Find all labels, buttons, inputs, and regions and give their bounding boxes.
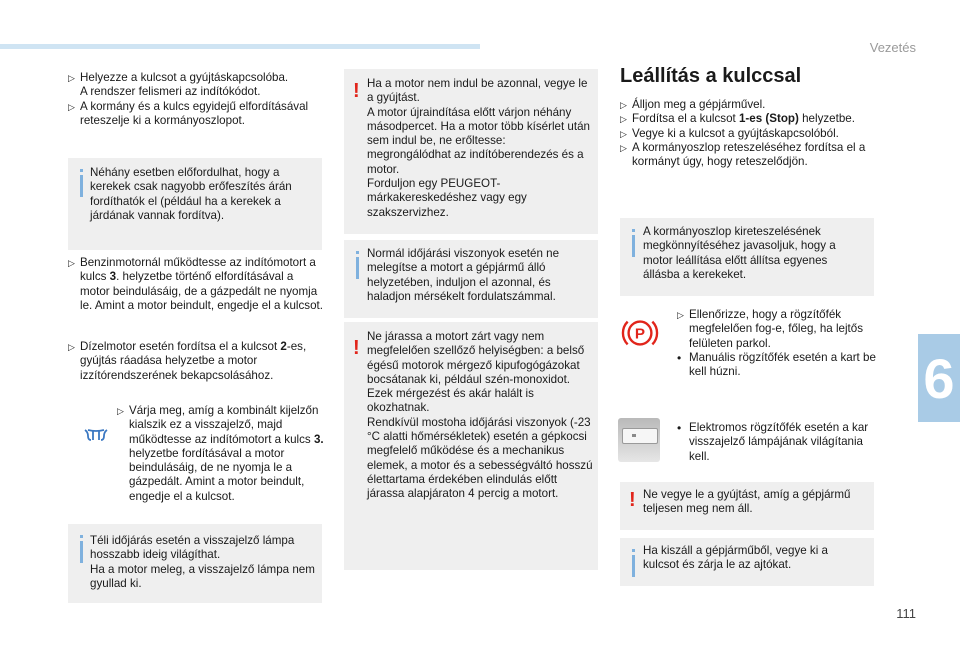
arrow-bullet-icon: ▷ bbox=[620, 114, 627, 125]
info-box bbox=[620, 538, 874, 586]
step-text: A kormány és a kulcs egyidejű elfordításával reteszelje ki a kormányoszlopot. bbox=[80, 99, 309, 127]
arrow-bullet-icon: ▷ bbox=[68, 258, 75, 268]
info-icon bbox=[632, 549, 635, 552]
info-box bbox=[344, 240, 598, 318]
list-item: ▷ Álljon meg a gépjárművel. bbox=[620, 98, 766, 111]
info-text: Téli időjárás esetén a visszajelző lámpa hosszabb ideig világíthat. Ha a motor meleg, a visszajelző lámpa nem gyullad ki. bbox=[90, 534, 315, 590]
list-item bbox=[68, 71, 326, 100]
arrow-bullet-icon: ▷ bbox=[677, 310, 684, 320]
warning-text: Ne vegye le a gyújtást, amíg a gépjármű teljesen meg nem áll. bbox=[643, 488, 851, 516]
list-item: • Elektromos rögzítőfék esetén a kar visszajelző lámpájának világítania kell. bbox=[677, 421, 869, 463]
arrow-bullet-icon: ▷ bbox=[620, 142, 627, 153]
arrow-bullet-icon: ▷ bbox=[68, 73, 75, 83]
info-box bbox=[68, 158, 322, 250]
info-icon bbox=[632, 229, 635, 232]
info-text: Ha kiszáll a gépjárműből, vegye ki a kulcsot és zárja le az ajtókat. bbox=[643, 544, 828, 572]
info-box bbox=[620, 218, 874, 296]
arrow-bullet-icon: ▷ bbox=[117, 406, 124, 416]
warning-text: Ha a motor nem indul be azonnal, vegye le a gyújtást. A motor újraindítása előtt várjon néhány másodpercet. Ha a motor több kísérlet után sem indul be, ne erőltesse: megrongálódhat az indítóberendezés és a motor. Forduljon egy PEUGEOT-márkakereskedéshez vagy egy szakszervizhez. bbox=[367, 77, 590, 219]
warning-box bbox=[344, 69, 598, 234]
info-text: Néhány esetben előfordulhat, hogy a kerekek csak nagyobb erőfeszítés árán fordíthatók el (például ha a kerekek a járdának vannak fordítva). bbox=[90, 166, 292, 222]
section-title: Vezetés bbox=[869, 40, 916, 55]
warning-box bbox=[620, 482, 874, 530]
arrow-bullet-icon: ▷ bbox=[68, 101, 75, 112]
chapter-tab: 6 bbox=[918, 334, 960, 422]
info-icon bbox=[356, 251, 359, 254]
steps-start bbox=[68, 71, 326, 128]
arrow-bullet-icon: ▷ bbox=[620, 128, 627, 139]
epb-check bbox=[677, 421, 877, 464]
electric-parking-brake-switch-icon bbox=[618, 418, 660, 462]
exclamation-warning-icon: ! bbox=[353, 80, 360, 102]
info-icon bbox=[80, 169, 83, 172]
brake-checks bbox=[677, 308, 877, 379]
warning-text: Ne járassa a motort zárt vagy nem megfelelően szellőző helyiségben: a belső égésű motorok mérgező kipufogógázokat bocsátanak ki, például szén-monoxidot. Ezek mérgezést és akár halált is okozhatnak. Rendkívül mostoha időjárási viszonyok (-23 °C alatti hőmérsékletek) esetén a gépkocsi megfelelő működése és a mechanikus elemek, a motor és a sebességváltó hosszú élettartama érdekében elindulás előtt járassa alapjáraton 4 percig a motort. bbox=[367, 330, 593, 501]
glow-plug-icon bbox=[84, 428, 108, 442]
list-item: ▷ Vegye ki a kulcsot a gyújtáskapcsolóból. bbox=[620, 126, 839, 140]
svg-text:P: P bbox=[634, 325, 646, 343]
stop-steps bbox=[620, 98, 882, 169]
page-number: 111 bbox=[896, 606, 916, 621]
diesel-step bbox=[68, 340, 326, 383]
warning-box bbox=[344, 322, 598, 570]
info-box bbox=[68, 524, 322, 603]
info-text: Normál időjárási viszonyok esetén ne melegítse a motort a gépjármű álló helyzetében, induljon el azonnal, és haladjon mérsékelt fordulatszámmal. bbox=[367, 247, 560, 303]
arrow-bullet-icon: ▷ bbox=[620, 100, 627, 110]
petrol-step bbox=[68, 256, 326, 313]
list-item: ▷ Várja meg, amíg a kombinált kijelzőn kialszik ez a visszajelző, majd működtesse az indítómotort a kulcs 3. helyzetbe fordításával a motor beindulásáig, de ne nyomja le a gázpedált. Amint a motor beindult, engedje el a kulcsot. bbox=[117, 404, 324, 503]
section-heading: Leállítás a kulccsal bbox=[620, 65, 802, 87]
list-item: ▷ Benzinmotornál működtesse az indítómotort a kulcs 3. helyzetbe történő elfordításával a motor beindulásáig, de a gázpedált ne nyomja le. Amint a motor beindult, engedje el a kulcsot. bbox=[68, 256, 323, 312]
header-rule bbox=[0, 44, 480, 49]
preheat-step bbox=[117, 404, 327, 504]
list-item bbox=[68, 100, 326, 129]
list-item: ▷ Dízelmotor esetén fordítsa el a kulcsot 2-es, gyújtás ráadása helyzetbe a motor izzítórendszerének bekapcsolásához. bbox=[68, 340, 307, 382]
exclamation-warning-icon: ! bbox=[629, 489, 636, 511]
arrow-bullet-icon: ▷ bbox=[68, 342, 75, 352]
list-item: ▷ Fordítsa el a kulcsot 1-es (Stop) helyzetbe. bbox=[620, 112, 855, 126]
list-item: ▷ Ellenőrizze, hogy a rögzítőfék megfelelően fog-e, főleg, ha lejtős felületen parkol. bbox=[677, 308, 864, 350]
list-item: • Manuális rögzítőfék esetén a kart be kell húzni. bbox=[677, 350, 876, 379]
info-text: A kormányoszlop kireteszelésének megkönnyítéséhez javasoljuk, hogy a motor leállítása előtt állítsa egyenes állásba a kerekeket. bbox=[643, 225, 836, 281]
step-text: Helyezze a kulcsot a gyújtáskapcsolóba. A rendszer felismeri az indítókódot. bbox=[80, 71, 289, 99]
info-icon bbox=[80, 535, 83, 538]
parking-brake-icon bbox=[621, 314, 659, 352]
list-item: ▷ A kormányoszlop reteszeléséhez fordítsa el a kormányt úgy, hogy reteszelődjön. bbox=[620, 140, 866, 169]
exclamation-warning-icon: ! bbox=[353, 337, 360, 359]
